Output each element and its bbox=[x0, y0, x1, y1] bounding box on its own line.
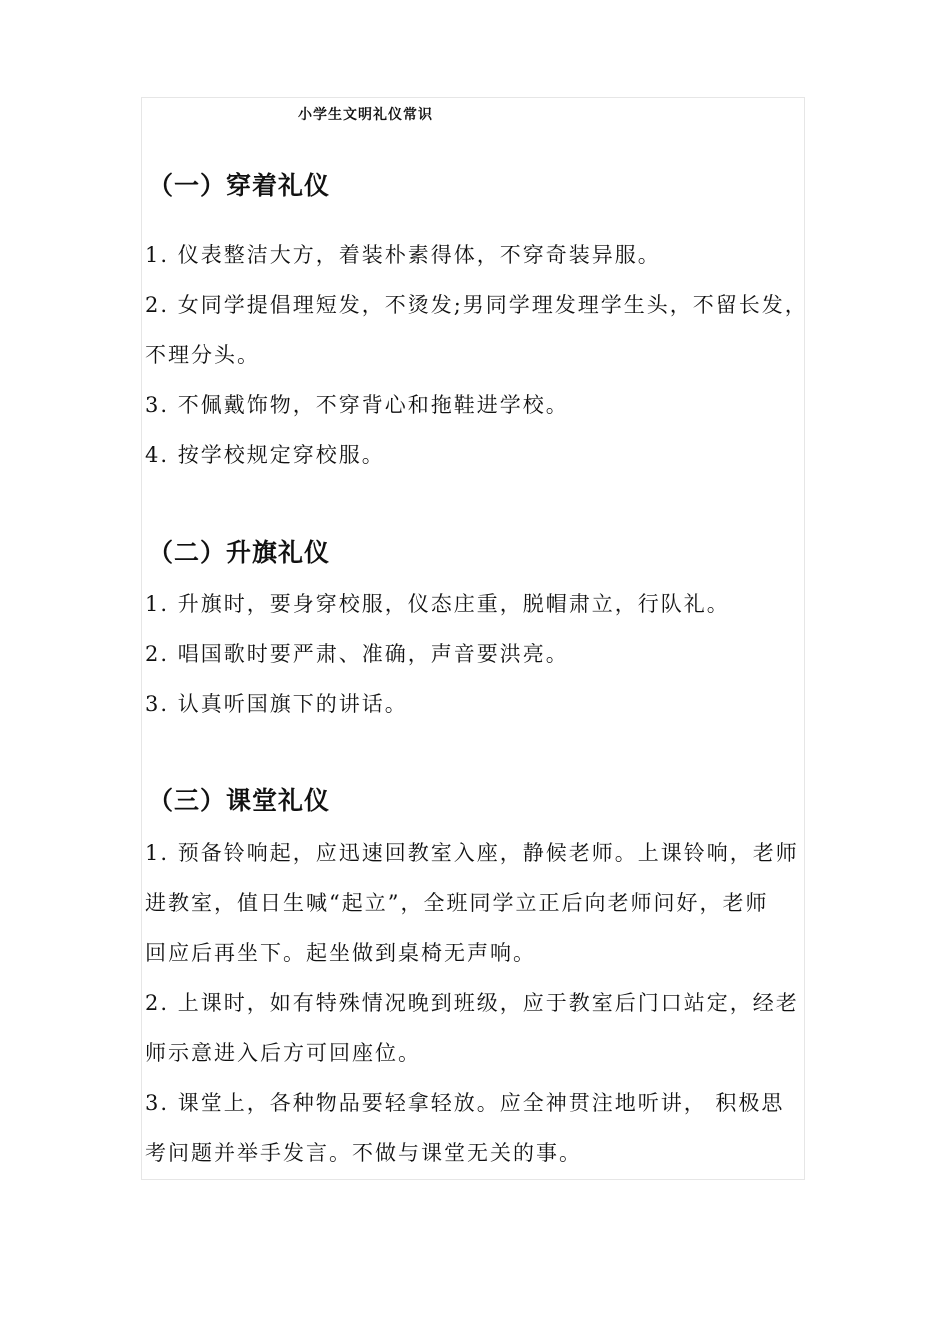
paragraph-line: 3. 认真听国旗下的讲话。 bbox=[145, 692, 408, 716]
paragraph-line: 师示意进入后方可回座位。 bbox=[145, 1041, 421, 1065]
paragraph-line: 4. 按学校规定穿校服。 bbox=[145, 443, 385, 467]
paragraph-line: 2. 女同学提倡理短发，不烫发;男同学理发理学生头，不留长发， bbox=[145, 293, 808, 317]
section-heading-attire: （一）穿着礼仪 bbox=[148, 171, 331, 200]
paragraph-line: 2. 上课时，如有特殊情况晚到班级，应于教室后门口站定，经老 bbox=[145, 991, 799, 1015]
section-heading-flag-raising: （二）升旗礼仪 bbox=[148, 538, 331, 567]
paragraph-line: 不理分头。 bbox=[145, 343, 260, 367]
paragraph-line: 进教室，值日生喊“起立”，全班同学立正后向老师问好，老师 bbox=[145, 891, 769, 915]
paragraph-line: 1. 升旗时，要身穿校服，仪态庄重，脱帽肃立，行队礼。 bbox=[145, 592, 730, 616]
paragraph-line: 回应后再坐下。起坐做到桌椅无声响。 bbox=[145, 941, 536, 965]
paragraph-line: 考问题并举手发言。不做与课堂无关的事。 bbox=[145, 1141, 582, 1165]
paragraph-line: 3. 课堂上，各种物品要轻拿轻放。应全神贯注地听讲， 积极思 bbox=[145, 1091, 785, 1115]
paragraph-line: 1. 预备铃响起，应迅速回教室入座，静候老师。上课铃响，老师 bbox=[145, 841, 799, 865]
document-title: 小学生文明礼仪常识 bbox=[298, 107, 433, 123]
section-heading-classroom: （三）课堂礼仪 bbox=[148, 786, 331, 815]
paragraph-line: 3. 不佩戴饰物，不穿背心和拖鞋进学校。 bbox=[145, 393, 569, 417]
paragraph-line: 1. 仪表整洁大方，着装朴素得体，不穿奇装异服。 bbox=[145, 243, 661, 267]
paragraph-line: 2. 唱国歌时要严肃、准确，声音要洪亮。 bbox=[145, 642, 569, 666]
